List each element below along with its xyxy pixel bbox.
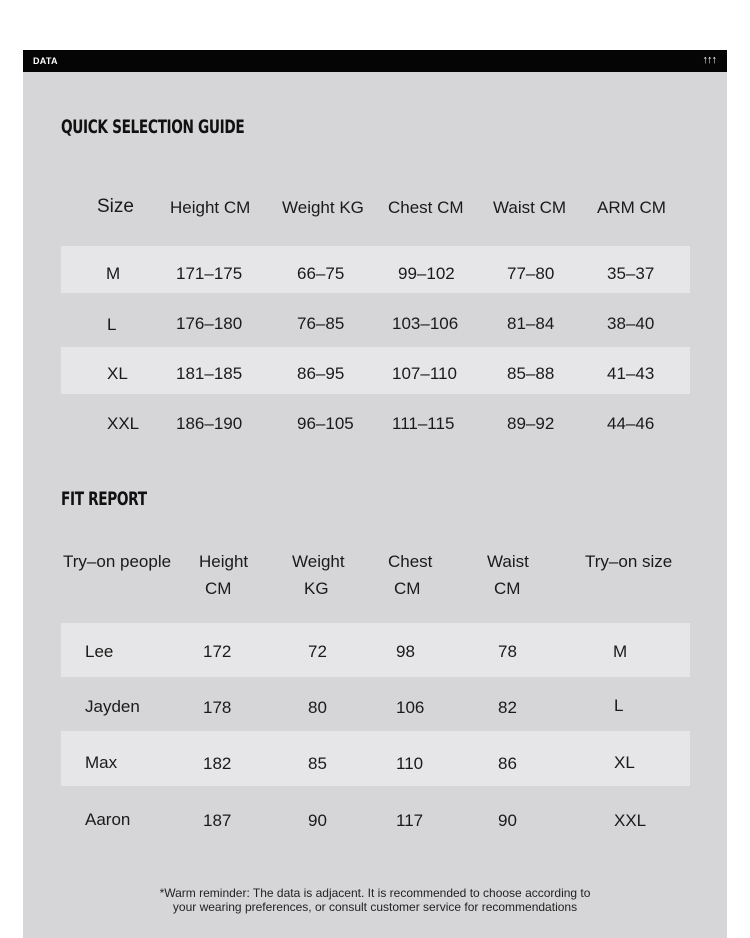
qg-row-l-chest: 103–106 <box>392 314 459 333</box>
qg-row-xl-size: XL <box>107 364 128 383</box>
fr-row-lee-name: Lee <box>85 642 114 661</box>
fr-header-weight: Weight <box>292 552 345 571</box>
qg-row-xxl-height: 186–190 <box>176 414 243 433</box>
qg-row-xxl-weight: 96–105 <box>297 414 354 433</box>
qg-row-m-chest: 99–102 <box>398 264 455 283</box>
qg-row-l-weight: 76–85 <box>297 314 345 333</box>
fr-row-aaron-weight: 90 <box>308 811 327 830</box>
fr-header-weight-unit: KG <box>304 579 329 598</box>
fr-header-size: Try–on size <box>585 552 673 571</box>
fr-row-lee-chest: 98 <box>396 642 415 661</box>
qg-row-l-size: L <box>107 315 117 334</box>
fr-row-aaron-size: XXL <box>614 811 647 830</box>
fr-row-aaron-waist: 90 <box>498 811 517 830</box>
fr-header-height: Height <box>199 552 249 571</box>
fr-header-people: Try–on people <box>63 552 172 571</box>
qg-row-xl-waist: 85–88 <box>507 364 555 383</box>
fr-row-aaron-height: 187 <box>203 811 232 830</box>
qg-row-m-arm: 35–37 <box>607 264 655 283</box>
qg-row-m-height: 171–175 <box>176 264 243 283</box>
qg-row-xxl-size: XXL <box>107 414 140 433</box>
qg-row-l-height: 176–180 <box>176 314 243 333</box>
qg-header-chest: Chest CM <box>388 198 464 217</box>
fr-row-lee-weight: 72 <box>308 642 327 661</box>
fr-row-jayden-name: Jayden <box>85 697 140 716</box>
qg-header-size: Size <box>97 196 134 217</box>
fr-row-aaron-name: Aaron <box>85 810 131 829</box>
fr-row-aaron-chest: 117 <box>396 811 424 830</box>
warm-reminder-line1: *Warm reminder: The data is adjacent. It is recommended to choose according to <box>159 886 591 900</box>
fr-row-max-name: Max <box>85 753 118 772</box>
fr-row-max-height: 182 <box>203 754 232 773</box>
fr-row-max-waist: 86 <box>498 754 517 773</box>
fr-row-lee-size: M <box>613 642 628 661</box>
fr-row-jayden-chest: 106 <box>396 698 425 717</box>
fr-header-chest-unit: CM <box>394 579 421 598</box>
fr-row-jayden-height: 178 <box>203 698 232 717</box>
fr-row-band-1 <box>61 623 690 677</box>
qg-row-xxl-waist: 89–92 <box>507 414 555 433</box>
warm-reminder-line2: your wearing preferences, or consult customer service for recommendations <box>172 900 578 914</box>
fr-header-chest: Chest <box>388 552 433 571</box>
qg-header-arm: ARM CM <box>597 198 666 217</box>
fr-row-jayden-size: L <box>614 696 624 715</box>
fr-row-lee-height: 172 <box>203 642 232 661</box>
qg-header-weight: Weight KG <box>282 198 364 217</box>
qg-row-m-size: M <box>106 264 121 283</box>
qg-row-l-arm: 38–40 <box>607 314 655 333</box>
qg-row-band-1 <box>61 246 690 293</box>
size-chart-panel <box>23 50 727 938</box>
qg-row-band-3 <box>61 347 690 394</box>
qg-row-xl-arm: 41–43 <box>607 364 655 383</box>
qg-row-m-waist: 77–80 <box>507 264 555 283</box>
arrows-up-icon: ↑↑↑ <box>702 54 716 66</box>
qg-header-waist: Waist CM <box>493 198 567 217</box>
fr-header-height-unit: CM <box>205 579 232 598</box>
top-bar-label: DATA <box>33 56 58 66</box>
qg-row-l-waist: 81–84 <box>507 314 555 333</box>
qg-row-xxl-arm: 44–46 <box>607 414 655 433</box>
fr-row-band-3 <box>61 731 690 786</box>
warm-reminder <box>23 886 727 914</box>
fr-row-jayden-weight: 80 <box>308 698 327 717</box>
qg-row-xl-height: 181–185 <box>176 364 243 383</box>
top-bar <box>23 50 727 72</box>
qg-row-m-weight: 66–75 <box>297 264 345 283</box>
fr-header-waist-unit: CM <box>494 579 521 598</box>
fr-row-max-weight: 85 <box>308 754 327 773</box>
fr-row-lee-waist: 78 <box>498 642 517 661</box>
quick-guide-title: QUICK SELECTION GUIDE <box>61 116 245 138</box>
qg-header-height: Height CM <box>170 198 251 217</box>
fr-row-max-chest: 110 <box>396 754 424 773</box>
fit-report-title: FIT REPORT <box>61 488 147 510</box>
fr-row-max-size: XL <box>614 753 635 772</box>
qg-row-xl-chest: 107–110 <box>392 364 457 383</box>
qg-row-xxl-chest: 111–115 <box>392 414 455 433</box>
qg-row-xl-weight: 86–95 <box>297 364 345 383</box>
fr-header-waist: Waist <box>487 552 529 571</box>
fr-row-jayden-waist: 82 <box>498 698 517 717</box>
